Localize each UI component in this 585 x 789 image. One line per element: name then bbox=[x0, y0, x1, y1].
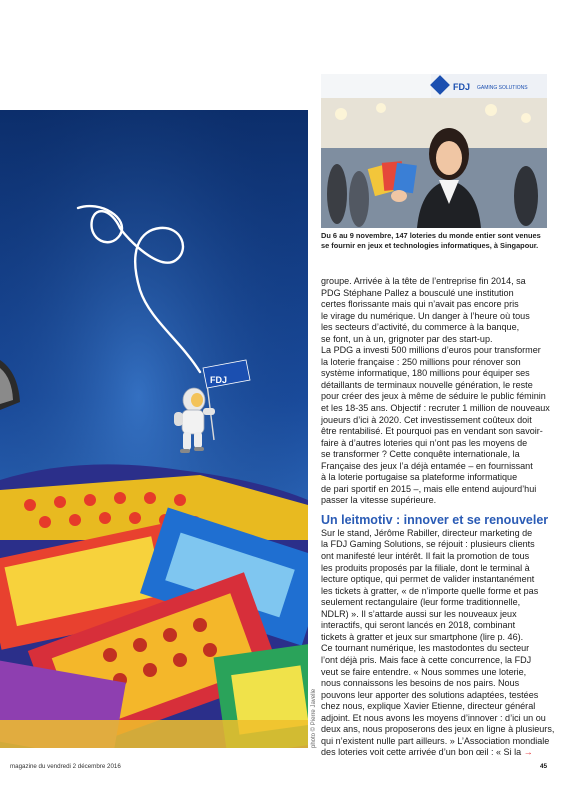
text-line: veut se faire entendre. « Nous sommes une loterie, bbox=[321, 666, 527, 677]
text-line: de pari sportif en 2015 –, mais elle entend aujourd’hui bbox=[321, 483, 537, 494]
text-line: l’ont déjà pris. Mais face à cette concurrence, la FDJ bbox=[321, 654, 532, 665]
text-line: groupe. Arrivée à la tête de l’entreprise fin 2014, sa bbox=[321, 276, 526, 286]
paragraph-2 bbox=[321, 528, 553, 759]
text-line: les secteurs d’activité, du commerce à la banque, bbox=[321, 322, 520, 333]
text-line: pour créer des jeux à même de séduire le public féminin bbox=[321, 391, 546, 402]
banner-brand-text: FDJ bbox=[453, 82, 471, 92]
section-heading: Un leitmotiv : innover et se renouveler bbox=[321, 512, 549, 527]
text-line: le virage du numérique. Un danger à l’heure où tous bbox=[321, 310, 530, 321]
text-line: seulement rectangulaire (leur forme traditionnelle, bbox=[321, 597, 521, 608]
text-line: la FDJ Gaming Solutions, se réjouit : plusieurs clients bbox=[321, 539, 535, 550]
paragraph-1 bbox=[321, 276, 553, 507]
page-number: 45 bbox=[540, 763, 548, 770]
astronaut-scratch-cards-photo bbox=[0, 110, 308, 748]
text-line: tickets à gratter et jeux sur smartphone (lire p. 46). bbox=[321, 631, 524, 642]
text-line: chez nous, explique Xavier Etienne, directeur général bbox=[321, 701, 536, 712]
text-line: Sur le stand, Jérôme Rabiller, directeur marketing de bbox=[321, 527, 533, 538]
caption-line: Du 6 au 9 novembre, 147 loteries du monde entier sont venues bbox=[321, 231, 541, 240]
text-line: à la loterie portugaise sa plateforme informatique bbox=[321, 472, 518, 483]
text-line: être rentabilisé. Et pourquoi pas en vendant son savoir- bbox=[321, 426, 543, 437]
text-line: la loterie française : 250 millions pour rénover son bbox=[321, 356, 521, 367]
article-body bbox=[321, 276, 553, 759]
text-line: passer la vitesse supérieure. bbox=[321, 495, 437, 506]
text-line: deux ans, nous proposerons des jeux en ligne à plusieurs, bbox=[321, 724, 555, 735]
text-line: se font, un à un, grignoter par des start-up. bbox=[321, 333, 493, 344]
footer-magazine-date: magazine du vendredi 2 décembre 2016 bbox=[10, 763, 121, 770]
text-line: Française des jeux l’a déjà entamée – en fournissant bbox=[321, 460, 533, 471]
photo-caption bbox=[321, 231, 551, 251]
banner-tagline-text: GAMING SOLUTIONS bbox=[477, 85, 528, 91]
text-line: certes florissante mais qui n’avait pas encore pris bbox=[321, 299, 519, 310]
text-line: lecture optique, qui permet de valider instantanément bbox=[321, 574, 535, 585]
text-line: interactifs, qui seront lancés en 2018, combinant bbox=[321, 620, 516, 631]
text-line: adjoint. Et nous avons les moyens d’innover : d’ici un ou bbox=[321, 712, 546, 723]
text-line: ont manifesté leur intérêt. Il fait la promotion de tous bbox=[321, 551, 530, 562]
photo-credit: photo © Pierre Javelle bbox=[311, 688, 317, 748]
caption-line: se fournir en jeux et technologies informatiques, à Singapour. bbox=[321, 241, 539, 250]
text-line: système informatique, 180 millions pour équiper ses bbox=[321, 368, 530, 379]
text-line: des loteries voit cette arrivée d’un bon œil : « Si la bbox=[321, 747, 522, 758]
text-line: faire à d’autres loteries qui n’ont pas les moyens de bbox=[321, 437, 528, 448]
text-line: les produits proposés par la filiale, dont le terminal à bbox=[321, 562, 530, 573]
text-line: se transformer ? Cette conquête internationale, la bbox=[321, 449, 520, 460]
text-line: les tickets à gratter, « de n’importe quelle forme et pas bbox=[321, 585, 539, 596]
text-line: nous connaissons les besoins de nos pairs. Nous bbox=[321, 678, 520, 689]
text-line: détaillants de terminaux nouvelle génération, le reste bbox=[321, 379, 533, 390]
text-line: NDLR) ». Il s’attarde aussi sur les nouveaux jeux bbox=[321, 608, 517, 619]
text-line: qui n’existent nulle part ailleurs. » L’Association mondiale bbox=[321, 735, 550, 746]
text-line: joueurs d’ici à 2020. Cet investissement coûteux doit bbox=[321, 414, 532, 425]
singapore-stand-photo bbox=[321, 74, 547, 228]
text-line-last bbox=[321, 747, 553, 759]
flag-fdj-text: FDJ bbox=[210, 375, 228, 385]
text-line: et les 18-35 ans. Objectif : recruter 1 million de nouveaux bbox=[321, 403, 550, 414]
text-line: PDG Stéphane Pallez a bousculé une institution bbox=[321, 287, 514, 298]
text-line: Ce tournant numérique, les mastodontes du secteur bbox=[321, 643, 530, 654]
continue-arrow-icon: → bbox=[523, 747, 533, 758]
text-line: pouvons leur apporter des solutions adaptées, testées bbox=[321, 689, 539, 700]
text-line: La PDG a investi 500 millions d’euros pour transformer bbox=[321, 345, 541, 356]
